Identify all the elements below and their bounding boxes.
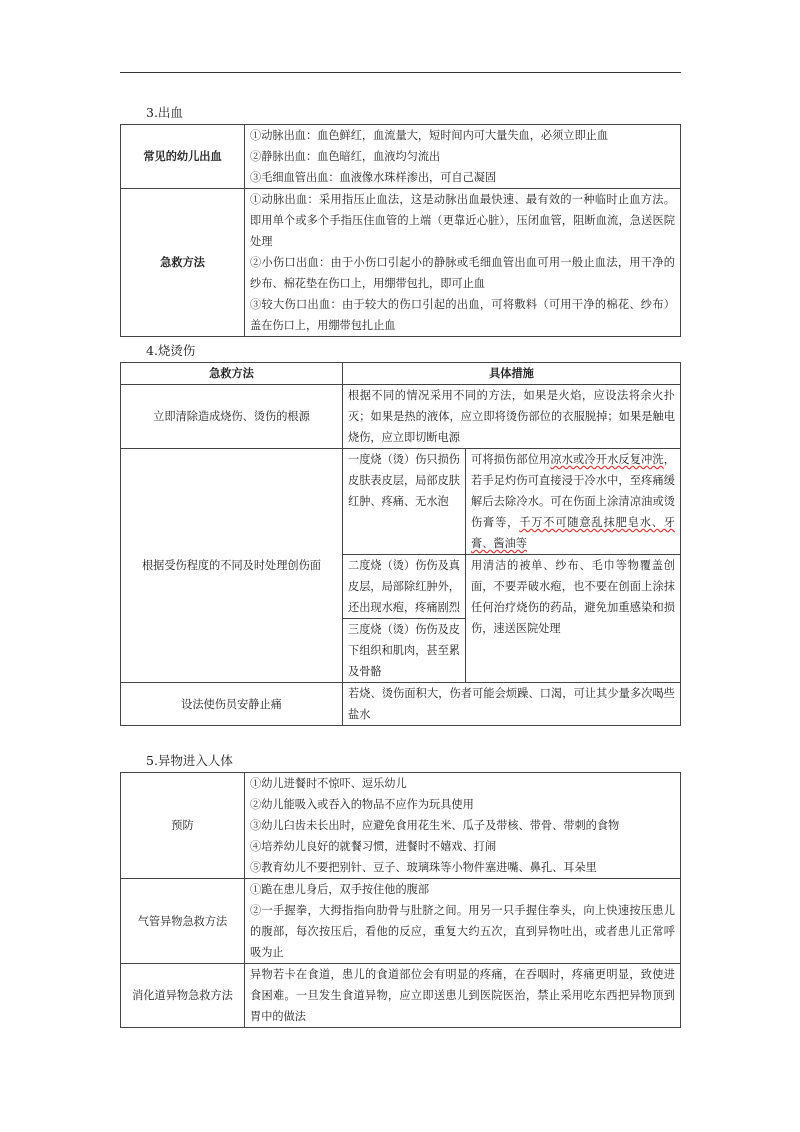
third-degree-desc: 三度烧（烫）伤伤及皮下组织和肌肉，甚至累及骨骼 bbox=[343, 619, 466, 683]
measure-highlight: 凉水或冷开水反复冲洗 bbox=[550, 453, 664, 466]
measure-text: ，若手足灼伤可直接浸于冷水中，至疼痛缓解后去除冷水。可在伤面上涂清凉油或烫伤膏等， bbox=[471, 453, 675, 529]
prevention-label: 预防 bbox=[121, 773, 245, 879]
section-5-title: 5.异物进入人体 bbox=[146, 753, 233, 768]
second-third-degree-measure: 用清洁的被单、纱布、毛巾等物覆盖创面，不要弄破水疱，也不要在创面上涂抹任何治疗烧伤的药品，避免加重感染和损伤，速送医院处理 bbox=[466, 555, 681, 683]
column-header-method: 急救方法 bbox=[121, 363, 343, 385]
list-item: ③较大伤口出血：由于较大的伤口引起的出血，可将敷料（可用干净的棉花、纱布）盖在伤口上，用绷带包扎止血 bbox=[250, 298, 675, 332]
list-item: ④培养幼儿良好的就餐习惯，进餐时不嬉戏、打闹 bbox=[250, 840, 497, 853]
section-3-title: 3.出血 bbox=[146, 105, 183, 120]
list-item: ①幼儿进餐时不惊吓、逗乐幼儿 bbox=[250, 777, 407, 790]
table-row bbox=[121, 449, 681, 555]
list-item: ⑤教育幼儿不要把别针、豆子、玻璃珠等小物件塞进嘴、鼻孔、耳朵里 bbox=[250, 861, 597, 874]
list-item: ②小伤口出血：由于小伤口引起小的静脉或毛细血管出血可用一般止血法，用干净的纱布、棉花垫在伤口上，用绷带包扎，即可止血 bbox=[250, 256, 675, 290]
table-row bbox=[121, 773, 681, 879]
list-item: ③毛细血管出血：血液像水珠样渗出，可自己凝固 bbox=[250, 171, 497, 184]
table-row bbox=[121, 125, 681, 189]
airway-label: 气管异物急救方法 bbox=[121, 879, 245, 964]
table-row bbox=[121, 189, 681, 337]
calm-patient-label: 设法使伤员安静止痛 bbox=[121, 683, 343, 726]
column-header-measures: 具体措施 bbox=[343, 363, 681, 385]
first-aid-content bbox=[245, 189, 681, 337]
list-item: ①跪在患儿身后，双手按住他的腹部 bbox=[250, 883, 430, 896]
digestive-text: 异物若卡在食道，患儿的食道部位会有明显的疼痛，在吞咽时，疼痛更明显，致使进食困难。一旦发生食道异物，应立即送患儿到医院医治，禁止采用吃东西把异物顶到胃中的做法 bbox=[245, 964, 681, 1028]
table-row bbox=[121, 385, 681, 449]
list-item: ①动脉出血：血色鲜红，血流量大，短时间内可大量失血，必须立即止血 bbox=[250, 129, 609, 142]
section-4-title: 4.烧烫伤 bbox=[146, 343, 196, 358]
common-bleeding-label: 常见的幼儿出血 bbox=[121, 125, 245, 189]
remove-source-label: 立即清除造成烧伤、烫伤的根源 bbox=[121, 385, 343, 449]
remove-source-text: 根据不同的情况采用不同的方法，如果是火焰，应设法将余火扑灭；如果是热的液体，应立即将烫伤部位的衣服脱掉；如果是触电烧伤，应立即切断电源 bbox=[343, 385, 681, 449]
first-degree-desc: 一度烧（烫）伤只损伤皮肤表皮层，局部皮肤红肿、疼痛、无水泡 bbox=[343, 449, 466, 555]
list-item: ②静脉出血：血色暗红，血液均匀流出 bbox=[250, 150, 441, 163]
list-item: ②一手握拳，大拇指指向肋骨与肚脐之间。用另一只手握住拳头，向上快速按压患儿的腹部，每次按压后，看他的反应，重复大约五次，直到异物吐出，或者患儿正常呼吸为止 bbox=[250, 904, 675, 959]
table-row bbox=[121, 363, 681, 385]
prevention-content bbox=[245, 773, 681, 879]
table-row bbox=[121, 964, 681, 1028]
header-rule bbox=[120, 72, 681, 73]
measure-text: 可将损伤部位用 bbox=[471, 453, 551, 466]
list-item: ②幼儿能吸入或吞入的物品不应作为玩具使用 bbox=[250, 798, 474, 811]
digestive-label: 消化道异物急救方法 bbox=[121, 964, 245, 1028]
measure-warning: 千万不可随意乱抹肥皂水、牙膏、酱油等 bbox=[471, 516, 675, 550]
airway-content bbox=[245, 879, 681, 964]
list-item: ③幼儿臼齿未长出时，应避免食用花生米、瓜子及带核、带骨、带刺的食物 bbox=[250, 819, 620, 832]
list-item: ①动脉出血：采用指压止血法，这是动脉出血最快速、最有效的一种临时止血方法。即用单个或多个手指压住血管的上端（更靠近心脏），压闭血管，阻断血流，急送医院处理 bbox=[250, 193, 675, 248]
calm-patient-text: 若烧、烫伤面积大，伤者可能会烦躁、口渴，可让其少量多次喝些盐水 bbox=[343, 683, 681, 726]
first-degree-measure bbox=[466, 449, 681, 555]
first-aid-label: 急救方法 bbox=[121, 189, 245, 337]
table-row bbox=[121, 683, 681, 726]
bleeding-table bbox=[120, 124, 681, 337]
treat-wound-label: 根据受伤程度的不同及时处理创伤面 bbox=[121, 449, 343, 683]
second-degree-desc: 二度烧（烫）伤伤及真皮层，局部除红肿外，还出现水疱，疼痛剧烈 bbox=[343, 555, 466, 619]
foreign-body-table bbox=[120, 772, 681, 1028]
table-row bbox=[121, 879, 681, 964]
common-bleeding-content bbox=[245, 125, 681, 189]
burn-table bbox=[120, 362, 681, 726]
